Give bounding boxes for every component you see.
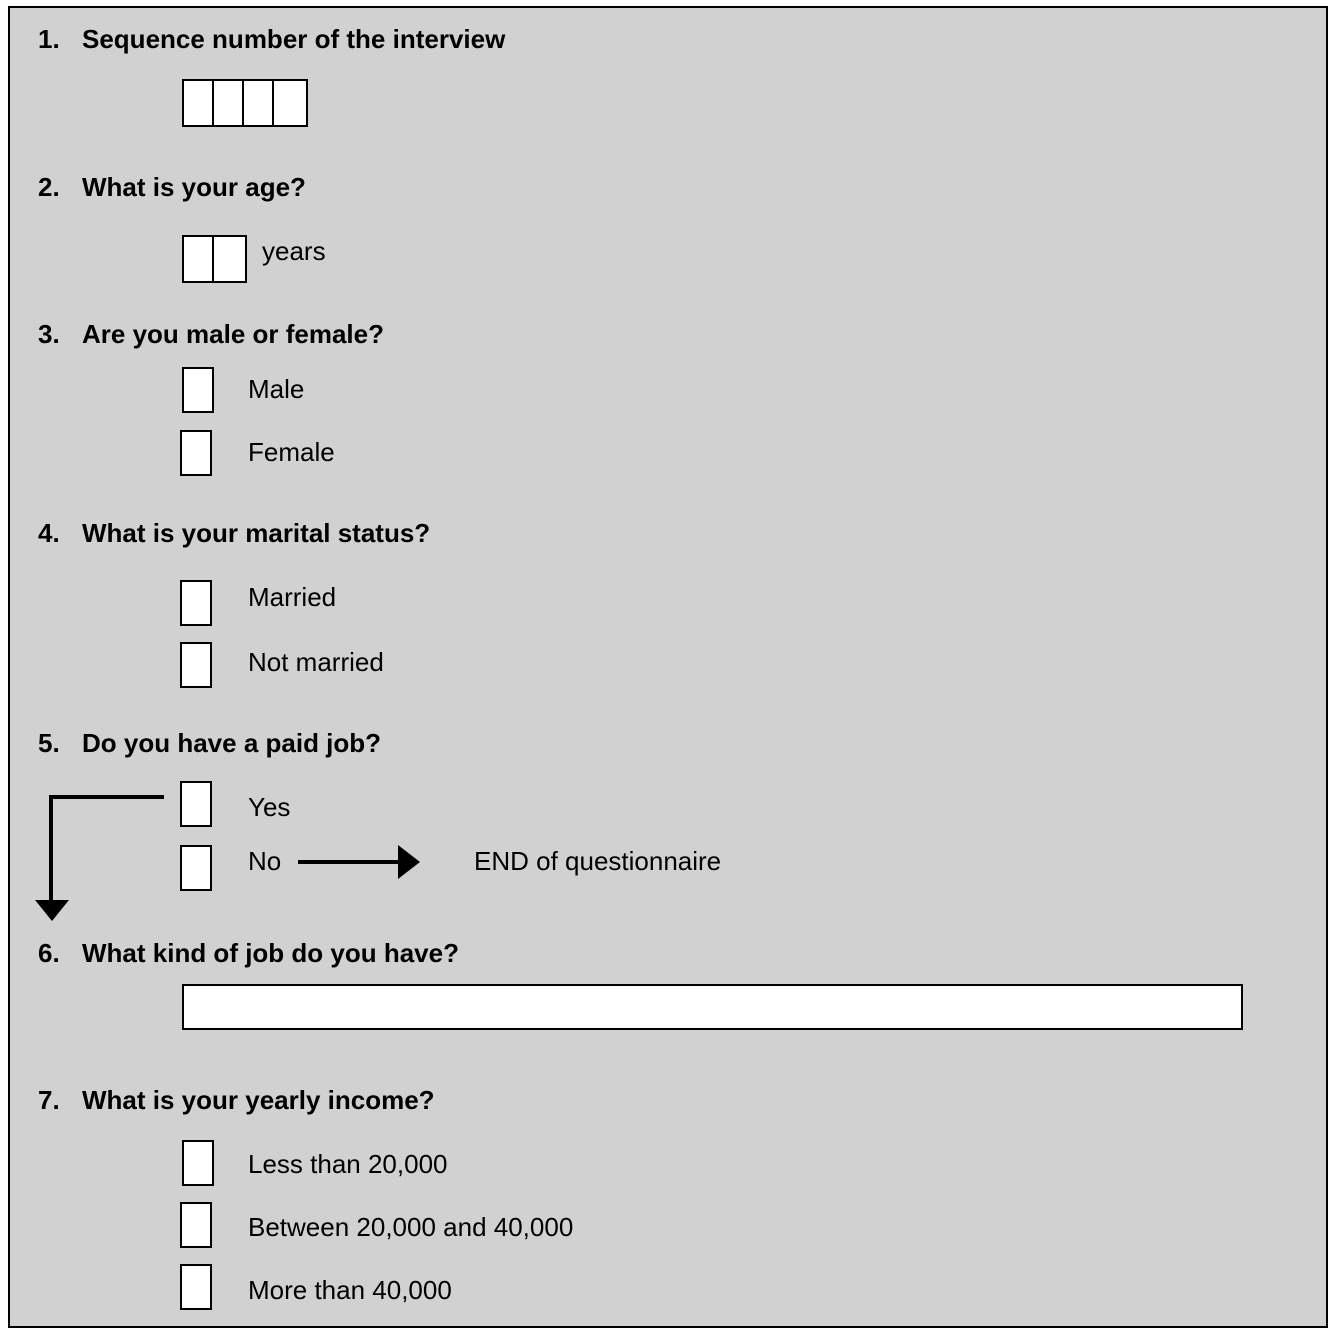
question-4-text: What is your marital status? — [82, 518, 431, 548]
male-label: Male — [248, 374, 305, 404]
age-cells — [182, 235, 247, 283]
question-1-text: Sequence number of the interview — [82, 24, 506, 54]
age-digit-1[interactable] — [184, 237, 214, 281]
yes-checkbox[interactable] — [180, 781, 212, 827]
sequence-digit-1[interactable] — [184, 81, 214, 125]
female-checkbox[interactable] — [180, 430, 212, 476]
not-married-checkbox[interactable] — [180, 642, 212, 688]
income-less-than-20000-checkbox[interactable] — [182, 1140, 214, 1186]
question-7: 7. What is your yearly income? — [38, 1085, 435, 1115]
question-1: 1. Sequence number of the interview — [38, 24, 506, 54]
married-label: Married — [248, 582, 337, 612]
question-2-text: What is your age? — [82, 172, 306, 202]
sequence-digit-4[interactable] — [274, 81, 304, 125]
no-checkbox[interactable] — [180, 845, 212, 891]
question-4: 4. What is your marital status? — [38, 518, 431, 548]
income-more-than-40000-checkbox[interactable] — [180, 1264, 212, 1310]
income-more-than-40000-label: More than 40,000 — [248, 1275, 452, 1305]
female-label: Female — [248, 437, 335, 467]
sequence-number-cells — [182, 79, 308, 127]
married-checkbox[interactable] — [180, 580, 212, 626]
question-7-text: What is your yearly income? — [82, 1085, 435, 1115]
male-checkbox[interactable] — [182, 367, 214, 413]
question-5: 5. Do you have a paid job? — [38, 728, 382, 758]
question-6-text: What kind of job do you have? — [82, 938, 459, 968]
question-3: 3. Are you male or female? — [38, 319, 384, 349]
income-between-20000-40000-checkbox[interactable] — [180, 1202, 212, 1248]
job-description-field[interactable] — [182, 984, 1243, 1030]
question-6: 6. What kind of job do you have? — [38, 938, 459, 968]
income-between-20000-40000-label: Between 20,000 and 40,000 — [248, 1212, 574, 1242]
no-label: No — [248, 846, 282, 876]
income-less-than-20000-label: Less than 20,000 — [248, 1149, 448, 1179]
not-married-label: Not married — [248, 647, 384, 677]
question-5-text: Do you have a paid job? — [82, 728, 382, 758]
sequence-digit-3[interactable] — [244, 81, 274, 125]
question-3-text: Are you male or female? — [82, 319, 384, 349]
age-unit-label: years — [262, 236, 326, 266]
question-2: 2. What is your age? — [38, 172, 306, 202]
end-of-questionnaire-label: END of questionnaire — [474, 846, 722, 876]
yes-label: Yes — [248, 792, 291, 822]
age-digit-2[interactable] — [214, 237, 244, 281]
sequence-digit-2[interactable] — [214, 81, 244, 125]
